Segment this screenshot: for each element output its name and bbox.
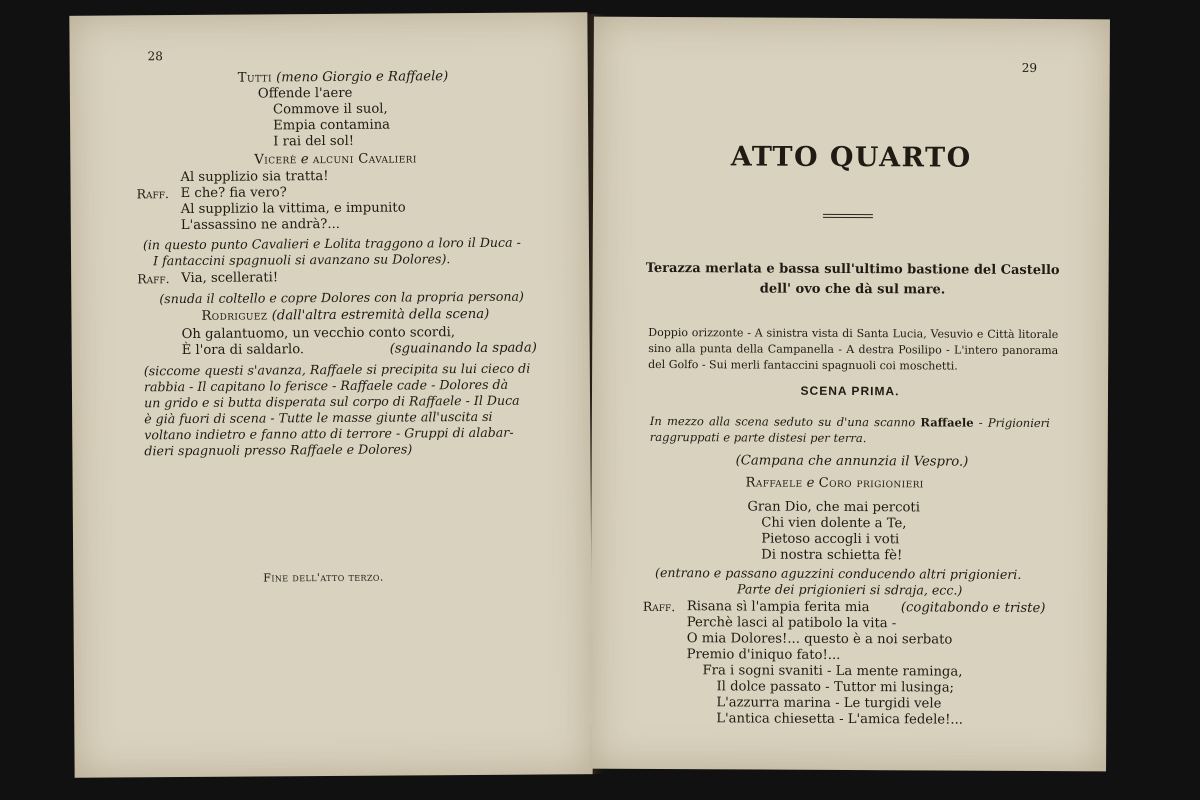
stage-direction: un grido e si butta disperata sul corpo di Raffaele - Il Duca xyxy=(143,392,520,411)
stage-direction: voltano indietro e fanno atto di terrore - Gruppi di alabar- xyxy=(144,424,514,443)
end-of-act: Fine dell'atto terzo. xyxy=(263,570,384,585)
speakers-line xyxy=(745,475,923,491)
scene-title: SCENA PRIMA. xyxy=(800,383,900,399)
line xyxy=(238,69,449,85)
divider xyxy=(823,217,873,218)
stage-direction: (meno Giorgio e Raffaele) xyxy=(276,69,449,86)
speaker-cavalieri: alcuni Cavalieri xyxy=(312,151,417,168)
verse-line: L'antica chiesetta - L'amica fedele!... xyxy=(716,711,964,728)
verse-line: Risana sì l'ampia ferita mia xyxy=(686,599,870,616)
stage-direction: dieri spagnuoli presso Raffaele e Dolores) xyxy=(144,441,413,459)
verse-line: E che? fia vero? xyxy=(180,185,287,202)
scene-description: Doppio orizzonte - A sinistra vista di Santa Lucia, Vesuvio e Città litorale sino alla punta della Campanella - A destra Posilipo - L'intero panorama del Golfo - Sui merli fantaccini spagnuoli coi moschetti. xyxy=(648,325,1059,373)
left-page xyxy=(69,12,592,778)
page-number-left: 28 xyxy=(147,49,163,64)
verse-line: I rai del sol! xyxy=(273,133,355,150)
verse-line: Fra i sogni svaniti - La mente raminga, xyxy=(702,663,963,680)
stage-direction: è già fuori di scena - Tutte le masse giunte all'uscita si xyxy=(144,408,493,427)
chorus-line: Pietoso accogli i voti xyxy=(761,531,900,548)
speaker-raff: Raff. xyxy=(137,271,170,287)
stage-direction: Parte dei prigionieri si sdraja, ecc.) xyxy=(736,581,963,598)
stage-direction: (Campana che annunzia il Vespro.) xyxy=(735,453,969,470)
stage-direction: (snuda il coltello e copre Dolores con la propria persona) xyxy=(159,288,524,307)
verse-line: Commove il suol, xyxy=(272,101,388,118)
speaker-tutti: Tutti xyxy=(237,70,272,86)
verse-line: Offende l'aere xyxy=(257,85,353,102)
conjunction: e xyxy=(806,475,815,491)
line xyxy=(201,307,489,324)
speaker-raffaele: Raffaele xyxy=(745,475,803,491)
verse-line: Empia contamina xyxy=(273,117,391,134)
stage-direction: (siccome questi s'avanza, Raffaele si precipita su lui cieco di xyxy=(143,360,531,379)
character-name: Raffaele xyxy=(920,415,974,430)
verse-line: Oh galantuomo, un vecchio conto scordi, xyxy=(181,325,456,343)
stage-direction: (dall'altra estremità della scena) xyxy=(271,306,490,324)
conjunction: e xyxy=(300,152,309,168)
verse-line: Premio d'iniquo fato!... xyxy=(686,647,841,663)
verse-line: Il dolce passato - Tuttor mi lusinga; xyxy=(716,679,955,696)
speaker-rodriguez: Rodriguez xyxy=(201,308,268,324)
setting-line: Terazza merlata e bassa sull'ultimo bastione del Castello xyxy=(645,260,1060,279)
speaker-raff: Raff. xyxy=(642,598,676,615)
stage-direction-text: - Prigionieri raggruppati e parte distesi per terra. xyxy=(649,415,1050,446)
divider xyxy=(823,214,873,215)
stage-direction: I fantaccini spagnuoli si avanzano su Dolores). xyxy=(153,251,451,269)
right-page xyxy=(590,17,1110,772)
verse-line: Via, scellerati! xyxy=(181,270,279,287)
act-title: ATTO QUARTO xyxy=(730,141,972,174)
verse-line: È l'ora di saldarlo. xyxy=(181,342,305,359)
page-number-right: 29 xyxy=(1021,60,1038,75)
setting-line: dell' ovo che dà sul mare. xyxy=(759,281,946,298)
line xyxy=(254,151,417,167)
chorus-line: Di nostra schietta fè! xyxy=(761,547,903,564)
stage-direction: (entrano e passano aguzzini conducendo altri prigionieri. xyxy=(655,564,1022,582)
verse-line: L'azzurra marina - Le turgidi vele xyxy=(716,695,942,712)
speaker-coro: Coro prigionieri xyxy=(818,475,924,492)
stage-direction xyxy=(650,413,1050,447)
verse-line: Perchè lasci al patibolo la vita - xyxy=(686,615,897,632)
verse-line: Al supplizio sia tratta! xyxy=(180,169,329,186)
stage-direction: (cogitabondo e triste) xyxy=(900,600,1046,617)
chorus-line: Chi vien dolente a Te, xyxy=(761,515,907,532)
chorus-line: Gran Dio, che mai percoti xyxy=(747,499,920,516)
setting-description xyxy=(642,259,1062,301)
stage-direction-text: In mezzo alla scena seduto su d'una scanno xyxy=(649,413,916,430)
speaker-raff: Raff. xyxy=(136,186,170,202)
speaker-vicere: Vicerè xyxy=(254,152,297,168)
verse-line: L'assassino ne andrà?... xyxy=(180,216,340,234)
stage-direction: rabbia - Il capitano lo ferisce - Raffaele cade - Dolores dà xyxy=(143,376,509,395)
stage-direction: (in questo punto Cavalieri e Lolita traggono a loro il Duca - xyxy=(142,234,521,253)
verse-line: O mia Dolores!... questo è a noi serbato xyxy=(686,631,953,648)
stage-direction: (sguainando la spada) xyxy=(389,340,537,357)
verse-line: Al supplizio la vittima, e impunito xyxy=(180,200,406,218)
